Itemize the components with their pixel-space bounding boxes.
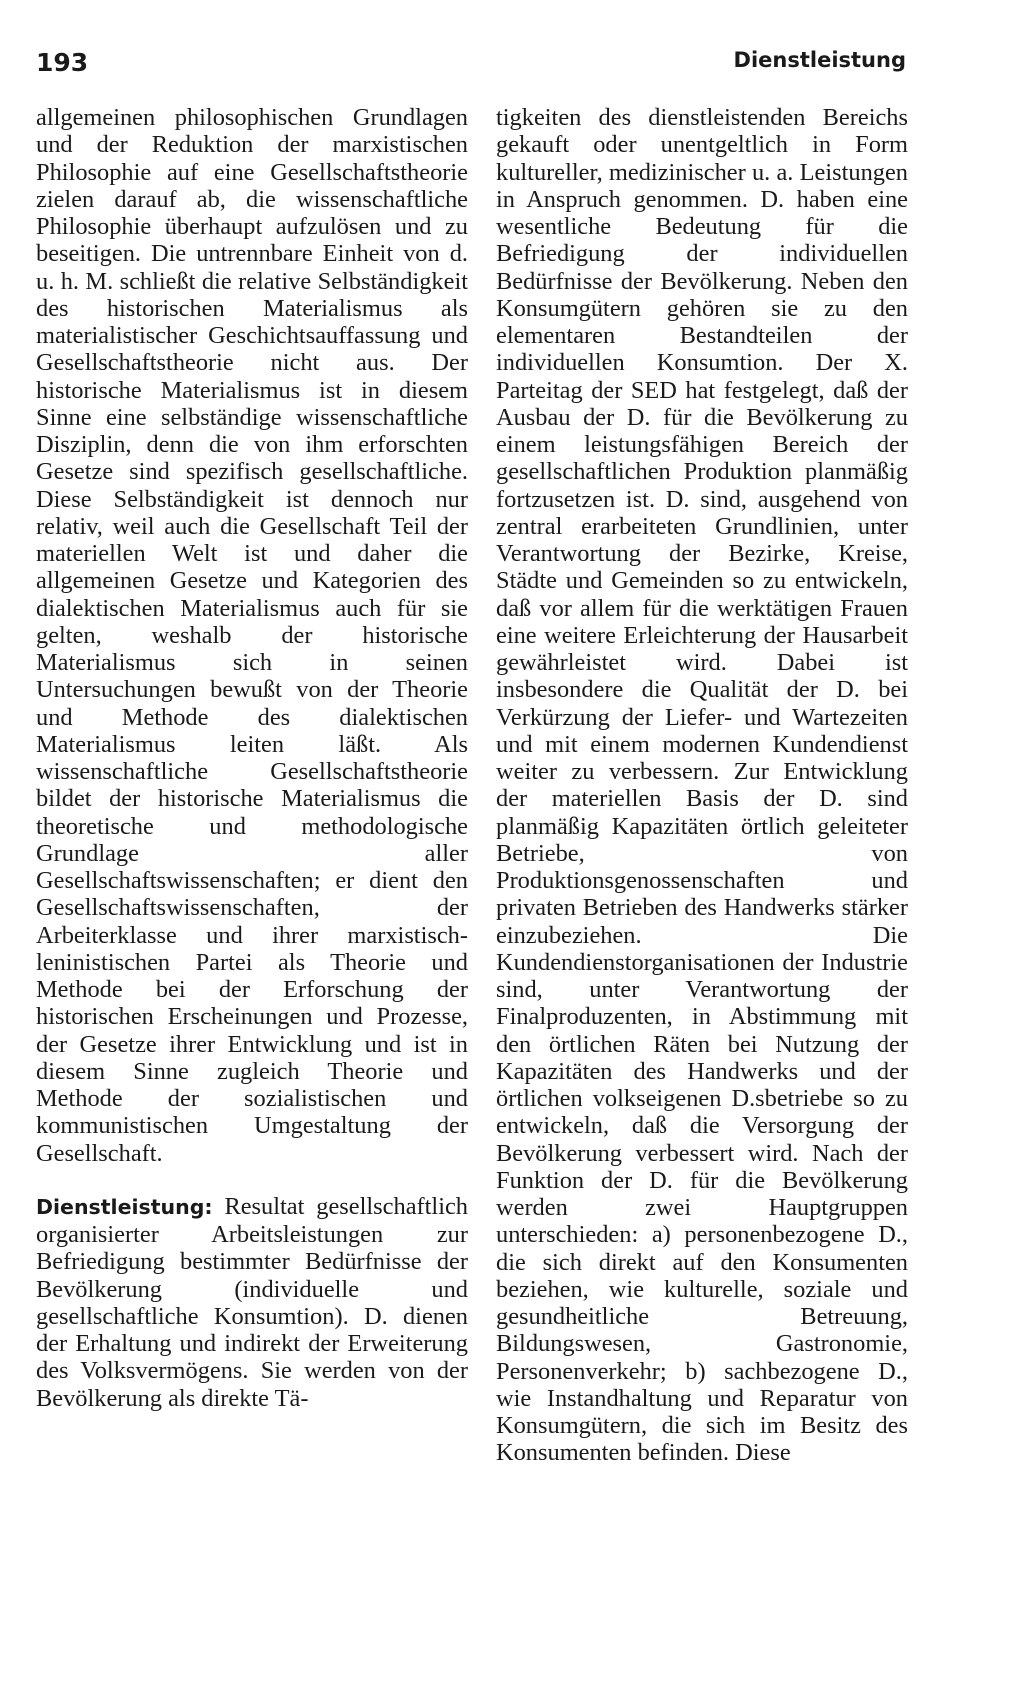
continued-paragraph: allgemeinen philosophischen Grundlagen und der Reduktion der marxistischen Philosophie auf eine Gesellschaftstheorie zielen darauf ab, die wissenschaftliche Philosophie überhaupt aufzulösen und zu beseitigen. Die untrennbare Einheit von d. u. h. M. schließt die relative Selbständigkeit des historischen Materialismus als materialistischer Geschichtsauffassung und Gesellschaftstheorie nicht aus. Der historische Materialismus ist in diesem Sinne eine selbständige wissenschaftliche Disziplin, denn die von ihm erforschten Gesetze sind spezifisch gesellschaftliche. Diese Selbständigkeit ist dennoch nur relativ, weil auch die Gesellschaft Teil der materiellen Welt ist und daher die allgemeinen Gesetze und Kategorien des dialektischen Materialismus auch für sie gelten, weshalb der historische Materialismus sich in seinen Untersuchungen bewußt von der Theorie und Methode des dialektischen Materialismus leiten läßt. Als wissenschaftliche Gesellschaftstheorie bildet der historische Materialismus die theoretische und methodologische Grundlage aller Gesellschaftswissenschaften; er dient den Gesellschaftswissenschaften, der Arbeiterklasse und ihrer marxistisch-leninistischen Partei als Theorie und Methode bei der Erforschung der historischen Erscheinungen und Prozesse, der Gesetze ihrer Entwicklung und ist in diesem Sinne zugleich Theorie und Methode der sozialistischen und kommunistischen Umgestaltung der Gesellschaft. <box>36 104 468 1167</box>
continued-entry-text: tigkeiten des dienstleistenden Bereichs gekauft oder unentgeltlich in Form kultureller, medizinischer u. a. Leistungen in Anspruch genommen. D. haben eine wesentliche Bedeutung für die Befriedigung der individuellen Bedürfnisse der Bevölkerung. Neben den Konsumgütern gehören sie zu den elementaren Bestandteilen der individuellen Konsumtion. Der X. Parteitag der SED hat festgelegt, daß der Ausbau der D. für die Bevölkerung zu einem leistungsfähigen Bereich der gesellschaftlichen Produktion planmäßig fortzusetzen ist. D. sind, ausgehend von zentral erarbeiteten Grundlinien, unter Verantwortung der Bezirke, Kreise, Städte und Gemeinden so zu entwickeln, daß vor allem für die werktätigen Frauen eine weitere Erleichterung der Hausarbeit gewährleistet wird. Dabei ist insbesondere die Qualität der D. bei Verkürzung der Liefer- und Wartezeiten und mit einem modernen Kundendienst weiter zu verbessern. Zur Entwicklung der materiellen Basis der D. sind planmäßig Kapazitäten örtlich geleiteter Betriebe, von Produktionsgenossenschaften und privaten Betrieben des Handwerks stärker einzubeziehen. Die Kundendienstorganisationen der Industrie sind, unter Verantwortung der Finalproduzenten, in Abstimmung mit den örtlichen Räten bei Nutzung der Kapazitäten des Handwerks und der örtlichen volkseigenen D.sbetriebe so zu entwickeln, daß die Versorgung der Bevölkerung verbessert wird. Nach der Funktion der D. für die Bevölkerung werden zwei Hauptgruppen unterschieden: a) personenbezogene D., die sich direkt auf den Konsumenten beziehen, wie kulturelle, soziale und gesundheitliche Betreuung, Bildungswesen, Gastronomie, Personenverkehr; b) sachbezogene D., wie Instandhaltung und Reparatur von Konsumgütern, die sich im Besitz des Konsumenten befinden. Diese <box>496 104 908 1467</box>
page-number: 193 <box>36 48 89 77</box>
left-column <box>36 104 468 1412</box>
dictionary-entry <box>36 1193 468 1412</box>
right-column <box>496 104 908 1467</box>
page-header <box>36 48 906 88</box>
entry-headword: Dienstleistung: <box>36 1194 213 1219</box>
running-head: Dienstleistung <box>733 48 906 72</box>
entry-text: Resultat gesellschaftlich organisierter Arbeitsleistungen zur Befriedigung bestimmter Bedürfnisse der Bevölkerung (individuelle und gesellschaftliche Konsumtion). D. dienen der Erhaltung und indirekt der Erweiterung des Volksvermögens. Sie werden von der Bevölkerung als direkte Tä- <box>36 1192 468 1412</box>
